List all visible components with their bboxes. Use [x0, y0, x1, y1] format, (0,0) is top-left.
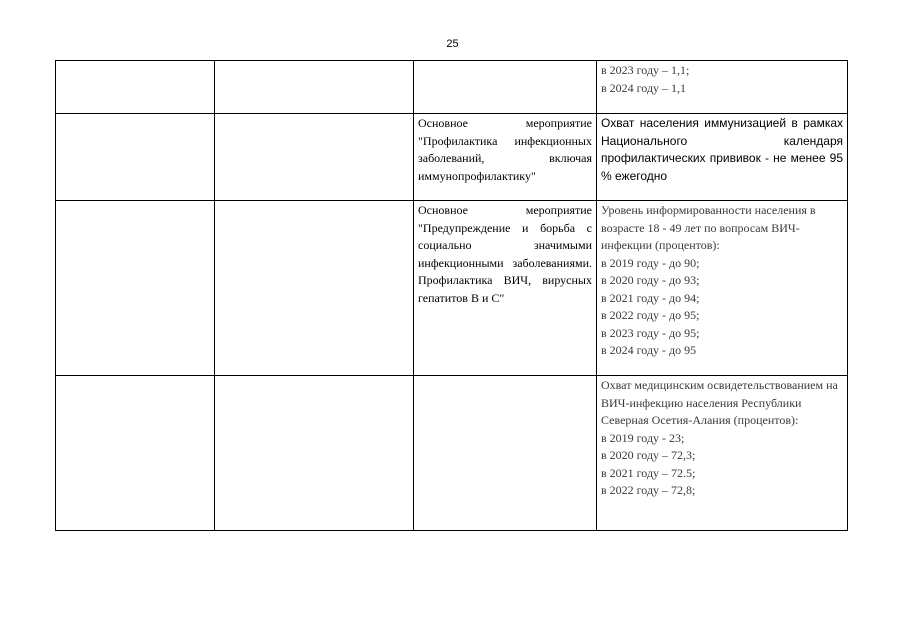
program-table: [55, 60, 848, 531]
table-row: [56, 201, 848, 376]
indicator-line: в 2020 году - до 93;: [601, 273, 700, 287]
table-cell: [215, 114, 414, 201]
table-cell: [56, 61, 215, 114]
table-cell: [56, 201, 215, 376]
table-cell: [215, 376, 414, 531]
indicator-line: в 2022 году - до 95;: [601, 308, 700, 322]
activity-cell: Основное мероприятие "Профилактика инфекционных заболеваний, включая иммунопрофилактику": [414, 114, 597, 201]
indicator-cell: [597, 61, 848, 114]
indicator-line: в 2021 году - до 94;: [601, 290, 700, 305]
table-cell: [215, 61, 414, 114]
table-cell: [414, 376, 597, 531]
indicator-line: в 2023 году – 1,1;: [601, 63, 690, 77]
indicator-line: в 2024 году – 1,1: [601, 80, 687, 95]
indicator-cell: Охват населения иммунизацией в рамках Национального календаря профилактических прививок - не менее 95 % ежегодно: [597, 114, 848, 201]
indicator-line: в 2024 году - до 95: [601, 343, 697, 357]
indicator-heading: Охват медицинским освидетельствованием на ВИЧ-инфекцию населения Республики Северная Осетия-Алания (процентов):: [601, 378, 838, 427]
activity-cell: Основное мероприятие "Предупреждение и борьба с социально значимыми инфекционными заболеваниями. Профилактика ВИЧ, вирусных гепатитов В и С": [414, 201, 597, 376]
table-row: [56, 376, 848, 531]
table-cell: [56, 114, 215, 201]
indicator-line: в 2020 году – 72,3;: [601, 448, 696, 462]
table-cell: [414, 61, 597, 114]
table-row: [56, 114, 848, 201]
table-cell: [56, 376, 215, 531]
indicator-heading: Уровень информированности населения в возрасте 18 - 49 лет по вопросам ВИЧ-инфекции (процентов):: [601, 203, 816, 252]
indicator-cell: [597, 201, 848, 376]
indicator-line: в 2019 году - 23;: [601, 430, 685, 445]
indicator-line: в 2022 году – 72,8;: [601, 483, 696, 497]
table-cell: [215, 201, 414, 376]
indicator-line: в 2023 году - до 95;: [601, 325, 700, 340]
table-row: [56, 61, 848, 114]
page-number: 25: [446, 38, 459, 50]
indicator-cell: [597, 376, 848, 531]
indicator-line: в 2021 году – 72.5;: [601, 465, 696, 480]
indicator-line: в 2019 году - до 90;: [601, 255, 700, 270]
